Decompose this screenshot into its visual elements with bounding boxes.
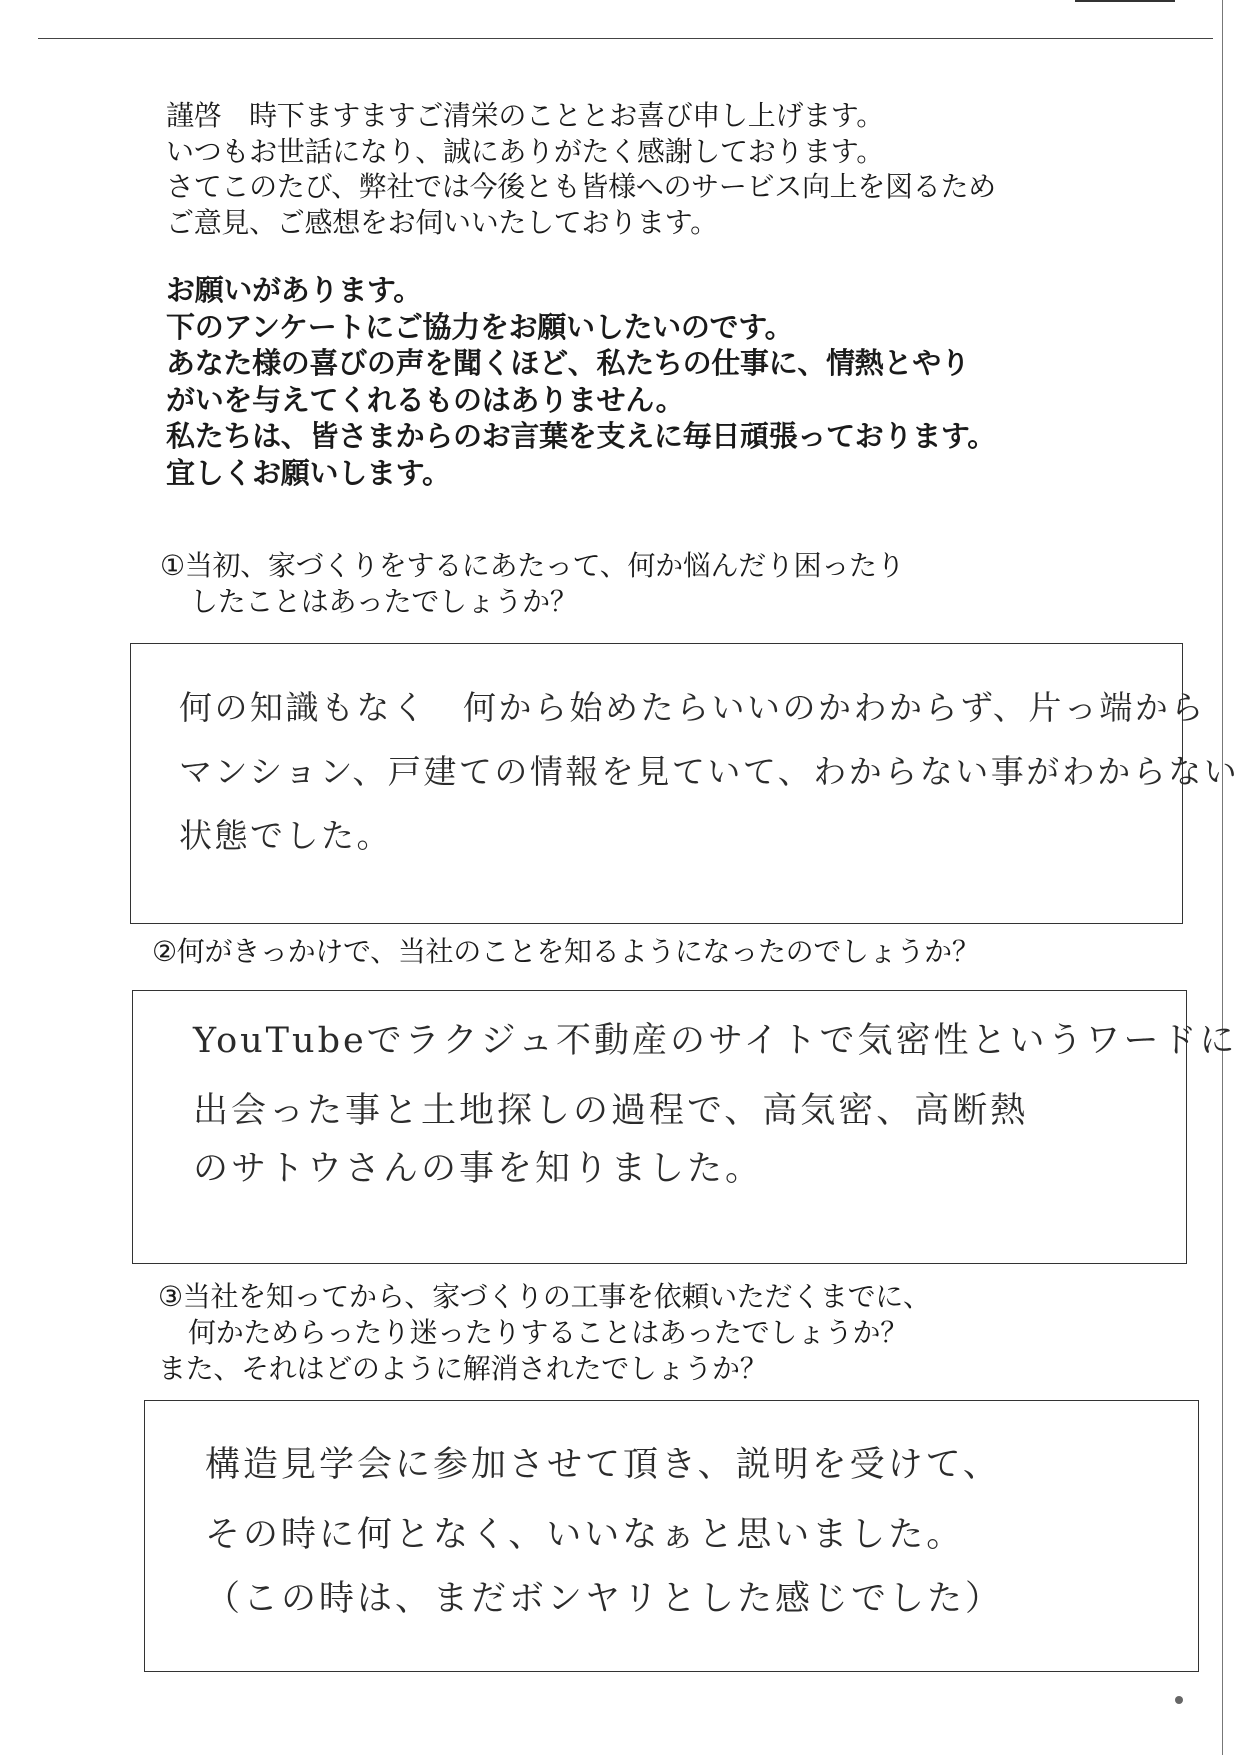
answer-box-1[interactable] <box>130 643 1240 924</box>
greeting-line: ご意見、ご感想をお伺いいたしております。 <box>166 205 718 239</box>
answer-box-3[interactable] <box>144 1400 1199 1672</box>
question-3 <box>158 1279 931 1387</box>
scan-speck <box>1175 1696 1183 1704</box>
answer-1-line: 何の知識もなく 何から始めたらいいのかわからず、片っ端から <box>179 688 1206 727</box>
greeting-line: さてこのたび、弊社では今後とも皆様へのサービス向上を図るため <box>166 170 996 203</box>
top-edge-mark <box>1075 0 1175 2</box>
request-line: 下のアンケートにご協力をお願いしたいのです。 <box>166 309 794 344</box>
answer-3-line: （この時は、まだボンヤリとした感じでした） <box>205 1579 1004 1619</box>
question-3-line: また、それはどのように解消されたでしょうか？ <box>158 1352 768 1385</box>
answer-1-line: マンション、戸建ての情報を見ていて、わからない事がわからない <box>179 752 1240 791</box>
answer-2-line: のサトウさんの事を知りました。 <box>193 1149 764 1189</box>
request-line: 宜しくお願いします。 <box>166 455 451 490</box>
question-3-line: 何かためらったり迷ったりすることはあったでしょうか？ <box>188 1316 908 1349</box>
question-2-line: ②何がきっかけで、当社のことを知るようになったのでしょうか？ <box>152 935 980 968</box>
request-line: がいを与えてくれるものはありません。 <box>166 382 685 417</box>
request-line: 私たちは、皆さまからのお言葉を支えに毎日頑張っております。 <box>166 419 996 453</box>
answer-box-2[interactable] <box>132 990 1238 1264</box>
question-2 <box>152 934 980 970</box>
answer-1-line: 状態でした。 <box>179 816 392 855</box>
question-1-line: ①当初、家づくりをするにあたって、何か悩んだり困ったり <box>160 549 905 582</box>
answer-3-line: その時に何となく、いいなぁと思いました。 <box>205 1515 965 1555</box>
answer-2-line: YouTubeでラクジュ不動産のサイトで気密性というワードに <box>193 1021 1238 1061</box>
answer-3-line: 構造見学会に参加させて頂き、説明を受けて、 <box>205 1445 1001 1485</box>
greeting-line: いつもお世話になり、誠にありがたく感謝しております。 <box>166 134 884 168</box>
answer-2-line: 出会った事と土地探しの過程で、高気密、高断熱 <box>193 1091 1029 1131</box>
question-1-line: したことはあったでしょうか？ <box>190 585 578 618</box>
header-rule <box>38 38 1213 39</box>
request-line: お願いがあります。 <box>166 273 422 307</box>
page-edge-line <box>1222 0 1223 1755</box>
question-3-line: ③当社を知ってから、家づくりの工事を依頼いただくまでに、 <box>158 1280 931 1313</box>
request-paragraph <box>166 272 996 491</box>
request-line: あなた様の喜びの声を聞くほど、私たちの仕事に、情熱とやり <box>166 346 970 380</box>
greeting-paragraph <box>166 98 996 240</box>
question-1 <box>160 548 904 620</box>
greeting-line: 謹啓 時下ますますご清栄のこととお喜び申し上げます。 <box>166 99 884 132</box>
